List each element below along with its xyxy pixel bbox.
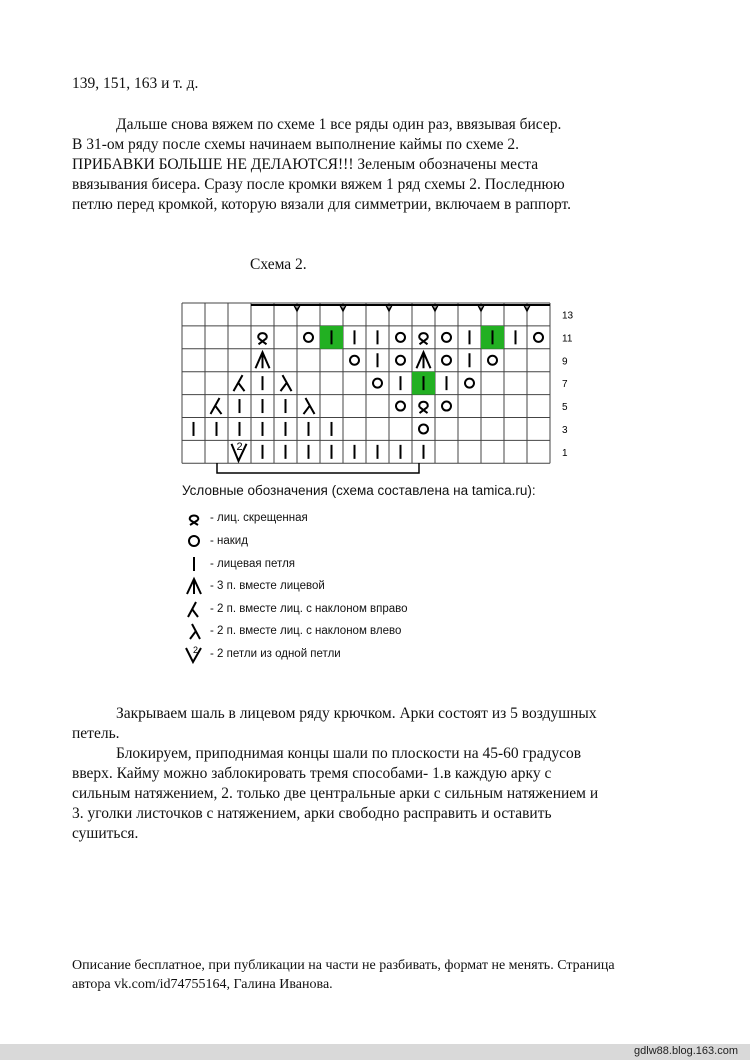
svg-text:2: 2	[193, 645, 199, 655]
yarn-over-symbol	[373, 379, 382, 388]
row-label: 9	[562, 356, 568, 368]
k2tog-right-symbol	[211, 398, 222, 414]
legend-item: - 3 п. вместе лицевой	[182, 576, 325, 596]
repeat-bracket	[217, 463, 419, 473]
yarn-over-symbol	[396, 356, 405, 365]
twisted-knit-symbol	[419, 333, 427, 338]
row-label: 13	[562, 310, 574, 322]
legend-title: Условные обозначения (схема составлена на tamica.ru):	[182, 483, 536, 498]
row-label: 11	[562, 333, 573, 345]
k2tog-right-icon	[182, 599, 206, 619]
k2tog-left-symbol	[281, 375, 292, 391]
knit-icon	[182, 554, 206, 574]
yarn-over-symbol	[442, 333, 451, 342]
paragraph-line: ПРИБАВКИ БОЛЬШЕ НЕ ДЕЛАЮТСЯ!!! Зеленым обозначены места	[72, 156, 539, 173]
knitting-chart	[0, 0, 750, 500]
footer-note: Описание бесплатное, при публикации на части не разбивать, формат не менять. Страница автора vk.com/id74755164, Галина Иванова.	[72, 958, 615, 992]
paragraph-line: Дальше снова вяжем по схеме 1 все ряды один раз, ввязывая бисер.	[116, 116, 562, 133]
yarn-over-symbol	[419, 424, 428, 433]
paragraph-line: вверх. Кайму можно заблокировать тремя способами- 1.в каждую арку с	[72, 765, 552, 782]
yarn-over-symbol	[488, 356, 497, 365]
yarn-over-symbol	[304, 333, 313, 342]
row-labels	[562, 310, 574, 458]
row-label: 3	[562, 424, 568, 436]
k3tog-icon	[182, 576, 206, 596]
paragraph-line: сушиться.	[72, 825, 139, 842]
row-label: 5	[562, 402, 568, 414]
k3tog-symbol	[417, 352, 431, 368]
k2tog-right-symbol	[234, 375, 245, 391]
yarn-over-symbol	[465, 379, 474, 388]
increase-2-number: 2	[236, 440, 243, 453]
yarn-over-symbol	[396, 402, 405, 411]
paragraph-line: Блокируем, приподнимая концы шали по плоскости на 45-60 градусов	[116, 745, 582, 762]
chart-symbols	[194, 305, 551, 461]
twisted-knit-icon	[182, 508, 206, 528]
paragraph-line: петель.	[72, 725, 120, 742]
k2tog-left-icon	[182, 621, 206, 641]
credit-link[interactable]: gdlw88.blog.163.com	[634, 1045, 738, 1057]
twisted-knit-symbol	[420, 338, 428, 344]
row-label: 1	[562, 447, 568, 459]
twisted-knit-symbol	[419, 402, 427, 407]
twisted-knit-symbol	[420, 407, 428, 413]
paragraph-line: сильным натяжением, 2. только две центральные арки с сильным натяжением и	[72, 785, 599, 802]
twisted-knit-symbol	[258, 333, 266, 338]
credit-bar	[0, 1044, 750, 1060]
yarn-over-symbol	[442, 356, 451, 365]
paragraph-line: 3. уголки листочков с натяжением, арки свободно расправить и оставить	[72, 805, 552, 822]
legend-item: - 2 п. вместе лиц. с наклоном влево	[182, 621, 401, 641]
yarn-over-symbol	[350, 356, 359, 365]
increase-2-icon	[182, 644, 206, 664]
k3tog-symbol	[256, 352, 270, 368]
schema-title: Схема 2.	[250, 256, 307, 273]
yarn-over-symbol	[442, 402, 451, 411]
paragraph-line: ввязывания бисера. Сразу после кромки вяжем 1 ряд схемы 2. Последнюю	[72, 176, 565, 193]
legend-item: - лицевая петля	[182, 554, 295, 574]
paragraph-line: Закрываем шаль в лицевом ряду крючком. Арки состоят из 5 воздушных	[116, 705, 597, 722]
continuation-line: 139, 151, 163 и т. д.	[72, 75, 199, 92]
row-label: 7	[562, 379, 568, 391]
legend-item: - накид	[182, 531, 248, 551]
legend-item: - 2 п. вместе лиц. с наклоном вправо	[182, 599, 408, 619]
twisted-knit-symbol	[259, 338, 267, 344]
legend-item: 2 - 2 петли из одной петли	[182, 644, 341, 664]
paragraph-line: петлю перед кромкой, которую вязали для симметрии, включаем в раппорт.	[72, 196, 571, 213]
yarn-over-icon	[182, 531, 206, 551]
yarn-over-symbol	[534, 333, 543, 342]
legend-item: - лиц. скрещенная	[182, 508, 308, 528]
yarn-over-symbol	[396, 333, 405, 342]
k2tog-left-symbol	[304, 398, 315, 414]
paragraph-line: В 31-ом ряду после схемы начинаем выполнение каймы по схеме 2.	[72, 136, 520, 153]
